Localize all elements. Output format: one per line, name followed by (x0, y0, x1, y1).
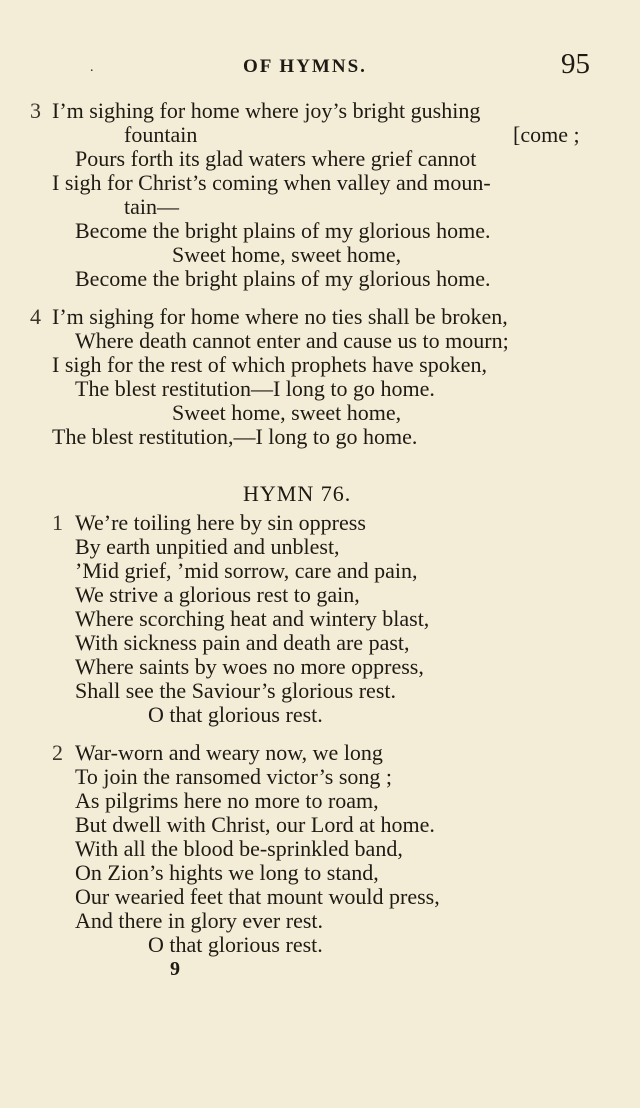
stanza-line: Sweet home, sweet home, (172, 242, 402, 267)
page-number: 95 (561, 48, 590, 80)
verse-number: 2 (52, 740, 63, 765)
verse-line: Where saints by woes no more oppress, (75, 654, 424, 679)
verse-line: Our wearied feet that mount would press, (75, 884, 440, 909)
verse-line: But dwell with Christ, our Lord at home. (75, 812, 435, 837)
stanza-line: The blest restitution—I long to go home. (75, 376, 435, 401)
verse-line: Where scorching heat and wintery blast, (75, 606, 430, 631)
stanza-line: [come ; (513, 122, 580, 147)
stanza-line: I’m sighing for home where no ties shall be broken, (52, 304, 508, 329)
stanza-line: Where death cannot enter and cause us to mourn; (75, 328, 509, 353)
verse-line: O that glorious rest. (148, 702, 323, 727)
stanza-line: Pours forth its glad waters where grief cannot (75, 146, 477, 171)
verse-line: War-worn and weary now, we long (75, 740, 383, 765)
verse-line: By earth unpitied and unblest, (75, 534, 340, 559)
verse-line: And there in glory ever rest. (75, 908, 324, 933)
signature-mark: 9 (170, 958, 180, 980)
verse-line: We strive a glorious rest to gain, (75, 582, 360, 607)
stanza-line: I sigh for Christ’s coming when valley and moun- (52, 170, 491, 195)
verse-line: With all the blood be-sprinkled band, (75, 836, 403, 861)
hymn-title: HYMN 76. (243, 481, 352, 506)
verse-line: With sickness pain and death are past, (75, 630, 410, 655)
stanza-line: The blest restitution,—I long to go home. (52, 424, 418, 449)
verse-line: O that glorious rest. (148, 932, 323, 957)
header-ornament: . (90, 60, 94, 75)
verse-line: We’re toiling here by sin oppress (75, 510, 366, 535)
verse-line: ’Mid grief, ’mid sorrow, care and pain, (75, 558, 418, 583)
stanza-line: Sweet home, sweet home, (172, 400, 402, 425)
verse-number: 1 (52, 510, 63, 535)
verse-line: To join the ransomed victor’s song ; (75, 764, 393, 789)
stanza-number: 3 (30, 98, 41, 123)
stanza-line: Become the bright plains of my glorious home. (75, 218, 491, 243)
running-title: OF HYMNS. (243, 56, 367, 77)
stanza-line: Become the bright plains of my glorious home. (75, 266, 491, 291)
stanza-line: tain— (124, 194, 179, 219)
verse-line: On Zion’s hights we long to stand, (75, 860, 379, 885)
stanza-line: I sigh for the rest of which prophets have spoken, (52, 352, 488, 377)
stanza-number: 4 (30, 304, 41, 329)
stanza-line: fountain (124, 122, 198, 147)
stanza-line: I’m sighing for home where joy’s bright gushing (52, 98, 481, 123)
verse-line: Shall see the Saviour’s glorious rest. (75, 678, 396, 703)
verse-line: As pilgrims here no more to roam, (75, 788, 379, 813)
